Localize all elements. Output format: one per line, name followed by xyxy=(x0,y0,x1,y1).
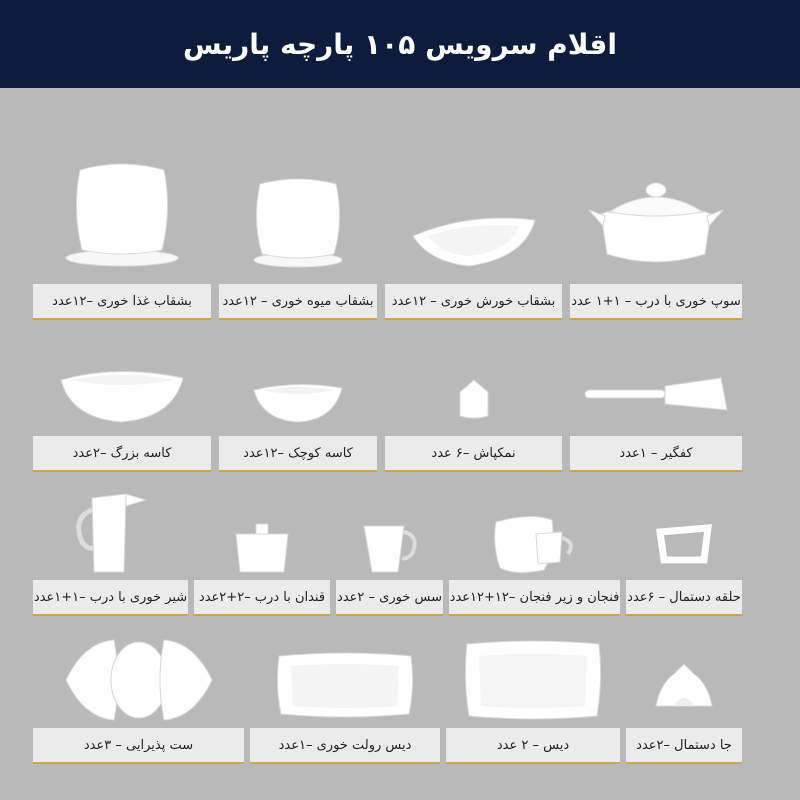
sauce-boat-icon xyxy=(358,518,422,574)
item-cup-saucer xyxy=(449,484,620,619)
item-soup-tureen xyxy=(570,140,742,322)
dinner-plate-icon xyxy=(62,150,182,270)
item-milk-jug xyxy=(33,484,188,619)
napkin-holder-icon xyxy=(652,662,716,708)
small-bowl-icon xyxy=(250,378,346,426)
server-spatula-icon xyxy=(581,376,731,416)
item-label: قندان با درب –۲+۲عدد xyxy=(194,580,330,616)
row-bowls xyxy=(0,340,800,470)
item-label: جا دستمال –۲عدد xyxy=(626,728,742,764)
item-napkin-ring xyxy=(626,484,742,619)
item-serving-set xyxy=(33,628,244,768)
item-sauce-boat xyxy=(336,484,443,619)
item-stew-plate xyxy=(385,140,562,322)
item-label: بشقاب غذا خوری –۱۲عدد xyxy=(33,284,211,320)
page-title: اقلام سرویس ۱۰۵ پارچه پاریس xyxy=(183,27,617,61)
item-label: کاسه کوچک –۱۲عدد xyxy=(219,436,377,472)
item-label: دیس رولت خوری –۱عدد xyxy=(250,728,440,764)
item-label: نمکپاش –۶ عدد xyxy=(385,436,562,472)
item-salt-shaker xyxy=(385,340,562,470)
item-label: کفگیر – ۱عدد xyxy=(570,436,742,472)
item-sugar-bowl xyxy=(194,484,330,619)
platter-icon xyxy=(463,638,603,722)
item-server-spatula xyxy=(570,340,742,470)
header-banner xyxy=(0,0,800,88)
sugar-bowl-icon xyxy=(230,522,294,574)
item-label: ست پذیرایی – ۳عدد xyxy=(33,728,244,764)
napkin-ring-icon xyxy=(656,524,712,564)
cup-saucer-icon xyxy=(492,510,578,576)
row-accessories xyxy=(0,484,800,619)
stew-plate-icon xyxy=(409,210,539,270)
item-label: حلقه دستمال – ۶عدد xyxy=(626,580,742,616)
milk-jug-icon xyxy=(66,488,156,578)
fruit-plate-icon xyxy=(248,170,348,270)
item-label: شیر خوری با درب –۱+۱عدد xyxy=(33,580,188,616)
item-label: سوپ خوری با درب – ۱+۱ عدد xyxy=(570,284,742,320)
salt-shaker-icon xyxy=(454,378,494,420)
item-fruit-plate xyxy=(219,140,377,322)
item-small-bowl xyxy=(219,340,377,470)
serving-set-icon xyxy=(64,638,214,722)
large-bowl-icon xyxy=(57,360,187,426)
item-label: دیس – ۲ عدد xyxy=(446,728,620,764)
roll-platter-icon xyxy=(275,650,415,720)
item-roll-platter xyxy=(250,628,440,768)
soup-tureen-icon xyxy=(581,174,731,270)
item-napkin-holder xyxy=(626,628,742,768)
item-label: فنجان و زیر فنجان –۱۲+۱۲عدد xyxy=(449,580,620,616)
item-dinner-plate xyxy=(33,140,211,322)
row-platters xyxy=(0,628,800,768)
item-label: بشقاب میوه خوری – ۱۲عدد xyxy=(219,284,377,320)
item-label: کاسه بزرگ –۲عدد xyxy=(33,436,211,472)
item-label: سس خوری – ۲عدد xyxy=(336,580,443,616)
item-platter xyxy=(446,628,620,768)
item-label: بشقاب خورش خوری – ۱۲عدد xyxy=(385,284,562,320)
item-large-bowl xyxy=(33,340,211,470)
row-plates xyxy=(0,140,800,322)
